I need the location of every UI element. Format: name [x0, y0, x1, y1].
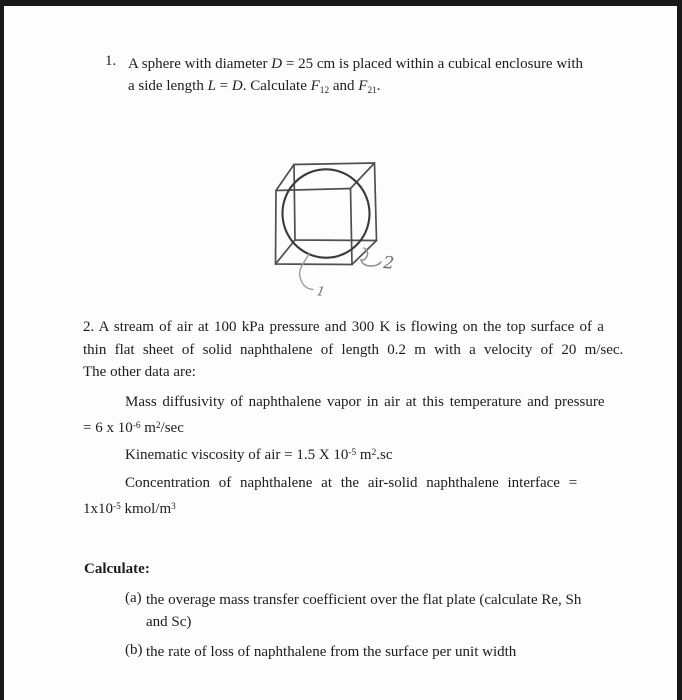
item-b-body	[146, 642, 516, 664]
item-a-body	[146, 590, 581, 633]
problem-1-line-2: a side length L = D. Calculate $F_{12}$ and $F_{21}$.	[128, 78, 381, 96]
problem-2-line-3: The other data are:	[83, 364, 196, 380]
sphere-in-cube-figure	[250, 142, 460, 310]
problem-1-body	[128, 53, 583, 97]
scan-edge-right	[677, 0, 682, 700]
scan-edge-top	[0, 0, 682, 6]
figure-label-enclosure: 2	[382, 253, 395, 274]
problem-1	[105, 53, 583, 97]
scan-edge-left	[0, 0, 4, 700]
item-a-marker: (a)	[125, 590, 142, 606]
item-b-marker: (b)	[125, 642, 143, 658]
cube-front-face	[276, 189, 353, 265]
viscosity-line: Kinematic viscosity of air = 1.5 X $10^{-5}$ $m^2.sc$	[125, 447, 393, 463]
cube-edges	[276, 163, 377, 265]
calculate-item-b	[125, 642, 516, 664]
enclosure-leader-line	[361, 248, 381, 266]
item-a-line-2: and Sc)	[146, 613, 192, 630]
calculate-item-a	[125, 590, 581, 633]
diffusivity-line-2: = 6 x $10^{-6}$ $m^2/\sec$	[83, 420, 184, 436]
calculate-heading: Calculate:	[84, 561, 150, 577]
concentration-line-2: $1x10^{-5}$ kmol/$m^3$	[83, 501, 176, 517]
sphere-leader-line	[300, 254, 313, 290]
problem-2-line-2: thin flat sheet of solid naphthalene of length 0.2 m with a velocity of 20 m/sec.	[83, 341, 624, 358]
diffusivity-line-1: Mass diffusivity of naphthalene vapor in air at this temperature and pressure	[125, 394, 605, 410]
concentration-line-1: Concentration of naphthalene at the air-solid naphthalene interface =	[125, 475, 578, 491]
cube-edge-top-right	[351, 163, 375, 189]
item-a-line-1: the overage mass transfer coefficient over the flat plate (calculate Re, Sh	[146, 592, 582, 608]
problem-2	[83, 316, 623, 384]
item-b-line-1: the rate of loss of naphthalene from the surface per unit width	[146, 644, 517, 660]
problem-1-number: 1.	[105, 53, 117, 69]
problem-2-line-1: 2. A stream of air at 100 kPa pressure and 300 K is flowing on the top surface of a	[83, 319, 604, 335]
problem-1-line-1: A sphere with diameter D = 25 cm is placed within a cubical enclosure with	[128, 56, 584, 72]
cube-edge-bottom-right	[352, 241, 377, 265]
figure-label-sphere: 1	[315, 284, 327, 301]
cube-edge-bottom-left	[276, 240, 296, 264]
